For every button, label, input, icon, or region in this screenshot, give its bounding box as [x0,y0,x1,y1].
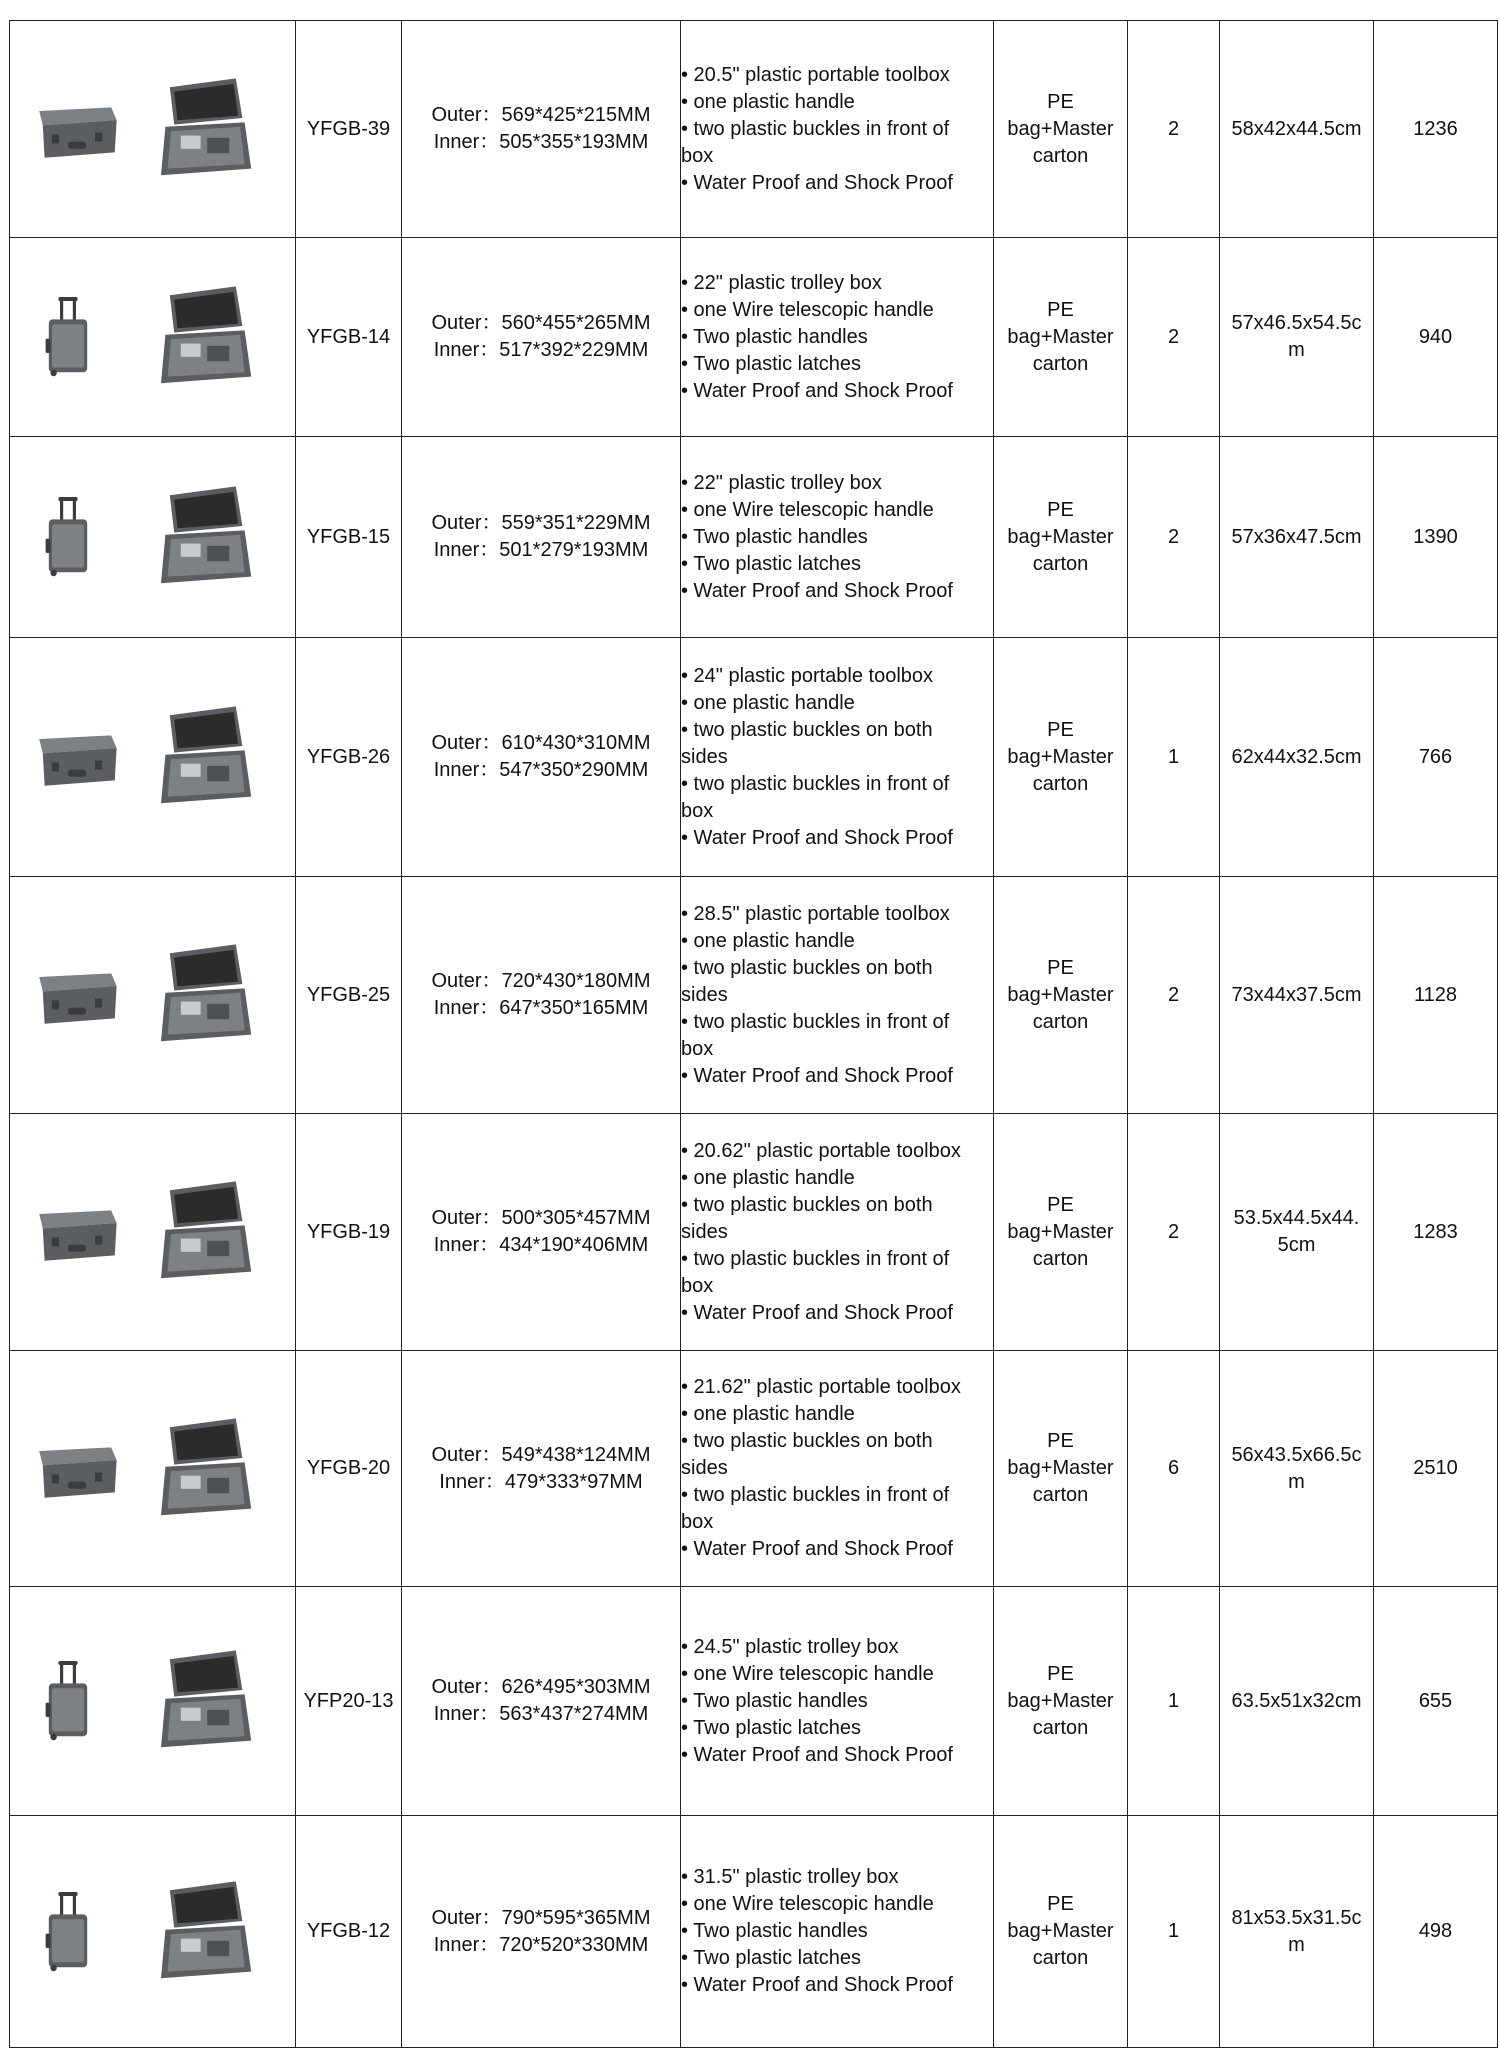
packing-line: bag+Master [1007,1689,1114,1712]
feature-line: • two plastic buckles on both [681,1193,933,1216]
table-row [10,638,1498,877]
feature-line: • two plastic buckles on both [681,956,933,979]
quantity: 2 [1128,238,1220,437]
feature-line: • two plastic buckles on both [681,718,933,741]
packing-line: carton [1032,1010,1089,1033]
features-cell [681,1587,994,1816]
count-value: 498 [1374,1816,1498,2048]
packing-line: PE [1047,298,1074,321]
feature-line: sides [681,983,728,1006]
table-row [10,1351,1498,1587]
model-number: YFP20-13 [296,1587,402,1816]
dimensions-cell [402,1351,681,1587]
feature-line: • Water Proof and Shock Proof [681,579,953,602]
feature-line: • Water Proof and Shock Proof [681,1743,953,1766]
feature-line: • Water Proof and Shock Proof [681,1064,953,1087]
feature-line: sides [681,1457,728,1479]
carton-size-line: m [1288,1470,1305,1493]
packing-line: carton [1032,144,1089,167]
feature-line: • two plastic buckles in front of [681,1010,950,1033]
packing-cell [994,1816,1128,2048]
carton-size-line: 57x46.5x54.5c [1231,312,1362,334]
feature-line: • two plastic buckles in front of [681,1484,950,1506]
feature-line: • 31.5" plastic trolley box [681,1866,899,1888]
feature-line: • one plastic handle [681,1403,855,1425]
model-number: YFGB-25 [296,877,402,1114]
feature-line: box [681,1274,714,1297]
count-value: 766 [1374,638,1498,877]
carton-size-line: 57x36x47.5cm [1231,525,1362,548]
quantity: 2 [1128,877,1220,1114]
packing-line: carton [1032,1247,1089,1270]
quantity: 2 [1128,21,1220,238]
packing-line: bag+Master [1007,325,1114,348]
table-row [10,1816,1498,2048]
packing-line: PE [1047,90,1074,113]
carton-size-cell [1220,437,1374,638]
feature-line: • Water Proof and Shock Proof [681,1301,953,1324]
table-row [10,877,1498,1114]
portable-case-open-icon [150,1177,260,1295]
feature-line: • Water Proof and Shock Proof [681,1538,953,1560]
feature-line: • two plastic buckles in front of [681,772,950,795]
quantity: 2 [1128,1114,1220,1351]
inner-dimensions: Inner：501*279*193MM [433,539,649,561]
quantity: 6 [1128,1351,1220,1587]
feature-line: • 20.62" plastic portable toolbox [681,1139,961,1162]
portable-case-closed-icon [22,950,132,1048]
carton-size-cell [1220,21,1374,238]
trolley-case-closed-icon [28,1847,108,2025]
carton-size-cell [1220,638,1374,877]
table-row [10,21,1498,238]
features-cell [681,1114,994,1351]
model-number: YFGB-12 [296,1816,402,2048]
outer-dimensions: Outer：790*595*365MM [431,1906,651,1929]
carton-size-line: 63.5x51x32cm [1231,1689,1362,1712]
outer-dimensions: Outer：569*425*215MM [431,104,651,126]
product-spec-sheet [9,20,1497,2048]
model-number: YFGB-39 [296,21,402,238]
product-images-cell [10,877,296,1114]
features-cell [681,877,994,1114]
feature-line: • one Wire telescopic handle [681,298,934,321]
inner-dimensions: Inner：647*350*165MM [433,997,649,1019]
table-row [10,1587,1498,1816]
product-images-cell [10,638,296,877]
inner-dimensions: Inner：720*520*330MM [433,1933,649,1956]
feature-line: box [681,144,714,167]
feature-line: • Two plastic latches [681,1716,862,1739]
count-value: 1390 [1374,437,1498,638]
feature-line: • Two plastic handles [681,525,868,548]
outer-dimensions: Outer：610*430*310MM [431,732,651,754]
packing-line: PE [1047,1893,1074,1915]
model-number: YFGB-15 [296,437,402,638]
inner-dimensions: Inner：547*350*290MM [433,759,649,781]
feature-line: sides [681,745,728,768]
product-table [9,20,1498,2048]
product-images-cell [10,21,296,238]
feature-line: • one Wire telescopic handle [681,498,934,521]
feature-line: • two plastic buckles in front of [681,1247,950,1270]
feature-line: • Water Proof and Shock Proof [681,379,953,402]
outer-dimensions: Outer：720*430*180MM [431,970,651,992]
packing-line: PE [1047,956,1074,979]
packing-line: carton [1032,352,1089,375]
model-number: YFGB-19 [296,1114,402,1351]
count-value: 1236 [1374,21,1498,238]
trolley-case-open-icon [150,1857,260,2015]
packing-line: PE [1047,1430,1074,1452]
feature-line: • Two plastic handles [681,1920,868,1942]
table-row [10,437,1498,638]
features-cell [681,1351,994,1587]
feature-line: • 24" plastic portable toolbox [681,664,934,687]
carton-size-cell [1220,1587,1374,1816]
portable-case-closed-icon [22,712,132,810]
carton-size-line: m [1288,1933,1305,1956]
feature-line: • 21.62" plastic portable toolbox [681,1376,961,1398]
model-number: YFGB-20 [296,1351,402,1587]
packing-line: carton [1032,552,1089,575]
feature-line: box [681,1511,714,1533]
feature-line: • one plastic handle [681,929,855,952]
product-images-cell [10,1816,296,2048]
count-value: 2510 [1374,1351,1498,1587]
packing-line: PE [1047,1662,1074,1685]
carton-size-cell [1220,238,1374,437]
feature-line: • 22" plastic trolley box [681,271,882,294]
trolley-case-open-icon [150,1626,260,1784]
features-cell [681,238,994,437]
dimensions-cell [402,238,681,437]
inner-dimensions: Inner：479*333*97MM [439,1470,643,1493]
inner-dimensions: Inner：517*392*229MM [433,339,649,361]
packing-cell [994,877,1128,1114]
packing-cell [994,638,1128,877]
dimensions-cell [402,21,681,238]
quantity: 1 [1128,1816,1220,2048]
feature-line: box [681,799,714,822]
product-images-cell [10,1587,296,1816]
count-value: 940 [1374,238,1498,437]
outer-dimensions: Outer：560*455*265MM [431,312,651,334]
packing-line: PE [1047,718,1074,741]
portable-case-closed-icon [22,84,132,182]
packing-line: bag+Master [1007,745,1114,768]
feature-line: • Two plastic handles [681,1689,868,1712]
features-cell [681,638,994,877]
packing-line: carton [1032,1716,1089,1739]
packing-line: PE [1047,498,1074,521]
carton-size-cell [1220,877,1374,1114]
feature-line: • one Wire telescopic handle [681,1662,934,1685]
dimensions-cell [402,437,681,638]
carton-size-line: 81x53.5x31.5c [1231,1906,1362,1929]
model-number: YFGB-14 [296,238,402,437]
feature-line: • one plastic handle [681,90,855,113]
feature-line: • 22" plastic trolley box [681,471,882,494]
outer-dimensions: Outer：626*495*303MM [431,1676,651,1698]
packing-line: bag+Master [1007,525,1114,548]
packing-line: carton [1032,1947,1089,1969]
packing-cell [994,1351,1128,1587]
dimensions-cell [402,1114,681,1351]
trolley-case-open-icon [150,262,260,420]
quantity: 1 [1128,638,1220,877]
carton-size-line: m [1288,339,1305,361]
quantity: 2 [1128,437,1220,638]
inner-dimensions: Inner：434*190*406MM [433,1234,649,1256]
product-images-cell [10,437,296,638]
packing-cell [994,1114,1128,1351]
packing-line: carton [1032,772,1089,795]
table-row [10,1114,1498,1351]
count-value: 1283 [1374,1114,1498,1351]
outer-dimensions: Outer：549*438*124MM [431,1443,651,1466]
packing-line: bag+Master [1007,983,1114,1006]
feature-line: • Water Proof and Shock Proof [681,826,953,849]
dimensions-cell [402,1587,681,1816]
dimensions-cell [402,638,681,877]
inner-dimensions: Inner：563*437*274MM [433,1703,649,1725]
feature-line: box [681,1037,714,1060]
trolley-case-closed-icon [28,1616,108,1794]
carton-size-line: 53.5x44.5x44. [1233,1207,1360,1229]
dimensions-cell [402,877,681,1114]
feature-line: • 20.5" plastic portable toolbox [681,63,950,86]
portable-case-open-icon [150,940,260,1058]
packing-line: bag+Master [1007,1220,1114,1243]
feature-line: • one plastic handle [681,1166,855,1189]
carton-size-line: 73x44x37.5cm [1231,983,1362,1006]
packing-line: bag+Master [1007,1457,1114,1479]
feature-line: • two plastic buckles on both [681,1430,933,1452]
table-row [10,238,1498,437]
outer-dimensions: Outer：500*305*457MM [431,1207,651,1229]
product-images-cell [10,1351,296,1587]
feature-line: • one Wire telescopic handle [681,1893,934,1915]
portable-case-open-icon [150,74,260,192]
packing-line: bag+Master [1007,1920,1114,1942]
packing-cell [994,21,1128,238]
feature-line: • 28.5" plastic portable toolbox [681,902,950,925]
quantity: 1 [1128,1587,1220,1816]
features-cell [681,1816,994,2048]
carton-size-cell [1220,1351,1374,1587]
packing-line: PE [1047,1193,1074,1216]
packing-cell [994,1587,1128,1816]
carton-size-line: 62x44x32.5cm [1231,745,1362,768]
feature-line: • one plastic handle [681,691,855,714]
feature-line: • two plastic buckles in front of [681,117,950,140]
packing-line: carton [1032,1484,1089,1506]
trolley-case-closed-icon [28,252,108,430]
product-images-cell [10,238,296,437]
carton-size-cell [1220,1114,1374,1351]
outer-dimensions: Outer：559*351*229MM [431,512,651,534]
feature-line: • 24.5" plastic trolley box [681,1635,899,1658]
dimensions-cell [402,1816,681,2048]
feature-line: • Two plastic handles [681,325,868,348]
packing-line: bag+Master [1007,117,1114,140]
portable-case-closed-icon [22,1187,132,1285]
feature-line: • Two plastic latches [681,1947,862,1969]
features-cell [681,437,994,638]
features-cell [681,21,994,238]
feature-line: • Water Proof and Shock Proof [681,1974,953,1996]
product-images-cell [10,1114,296,1351]
model-number: YFGB-26 [296,638,402,877]
portable-case-open-icon [150,702,260,820]
packing-cell [994,437,1128,638]
carton-size-line: 56x43.5x66.5c [1231,1443,1362,1466]
carton-size-line: 58x42x44.5cm [1231,117,1362,140]
laptop-case-open-icon [150,1414,260,1532]
feature-line: • Two plastic latches [681,352,862,375]
feature-line: sides [681,1220,728,1243]
inner-dimensions: Inner：505*355*193MM [433,131,649,153]
count-value: 655 [1374,1587,1498,1816]
packing-cell [994,238,1128,437]
trolley-case-open-icon [150,462,260,620]
trolley-case-closed-icon [28,452,108,630]
feature-line: • Water Proof and Shock Proof [681,171,953,194]
carton-size-cell [1220,1816,1374,2048]
laptop-case-closed-icon [22,1424,132,1522]
count-value: 1128 [1374,877,1498,1114]
feature-line: • Two plastic latches [681,552,862,575]
carton-size-line: 5cm [1277,1234,1316,1256]
